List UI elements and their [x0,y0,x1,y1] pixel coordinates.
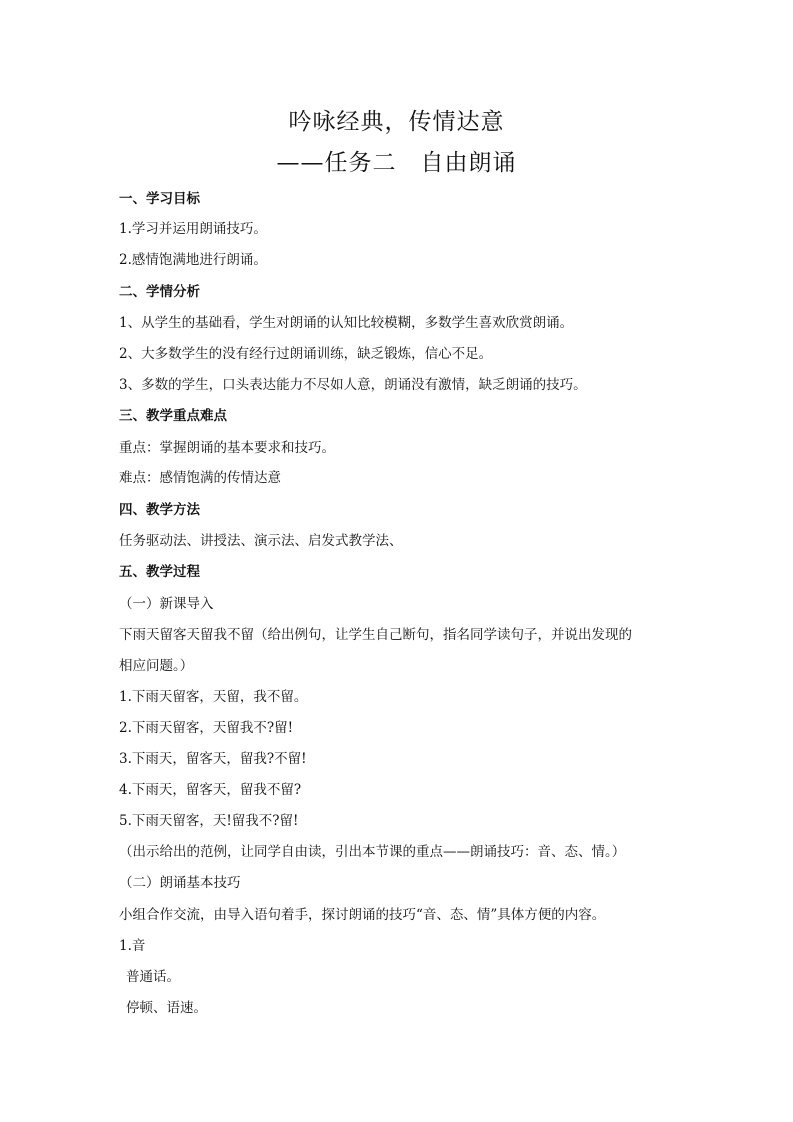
example-2: 2.下雨天留客，天留我不?留! [119,720,294,736]
goal-item-2: 2.感情饱满地进行朗诵。 [119,252,267,268]
analysis-item-3: 3、多数的学生，口头表达能力不尽如人意，朗诵没有激情，缺乏朗诵的技巧。 [119,377,587,393]
section-heading-goals: 一、学习目标 [119,191,200,207]
technique-sound: 1.音 [119,938,146,954]
section-heading-analysis: 二、学情分析 [119,284,200,300]
technique-sound-item-2: 停顿、语速。 [126,1000,207,1016]
section-heading-keypoints: 三、教学重点难点 [119,408,227,424]
document-title: 吟咏经典，传情达意 [288,109,505,135]
subsection-techniques: （二）朗诵基本技巧 [119,875,241,891]
subsection-intro: （一）新课导入 [119,596,214,612]
intro-text-line-2: 相应问题。） [119,658,194,674]
keypoint-difficulty: 难点：感情饱满的传情达意 [119,470,281,486]
analysis-item-1: 1、从学生的基础看，学生对朗诵的认知比较模糊，多数学生喜欢欣赏朗诵。 [119,315,574,331]
document-subtitle: ——任务二 自由朗诵 [276,150,517,176]
goal-item-1: 1.学习并运用朗诵技巧。 [119,221,267,237]
examples-note: （出示给出的范例，让同学自由读，引出本节课的重点——朗诵技巧：音、态、情。） [119,844,626,860]
example-5: 5.下雨天留客，天!留我不?留! [119,813,299,829]
intro-text-line-1: 下雨天留客天留我不留（给出例句，让学生自己断句，指名同学读句子，并说出发现的 [119,627,632,643]
example-4: 4.下雨天，留客天，留我不留? [119,782,302,798]
section-heading-process: 五、教学过程 [119,564,200,580]
analysis-item-2: 2、大多数学生的没有经行过朗诵训练，缺乏锻炼，信心不足。 [119,346,493,362]
methods-text: 任务驱动法、讲授法、演示法、启发式教学法、 [119,533,403,549]
technique-sound-item-1: 普通话。 [126,969,180,985]
keypoint-focus: 重点：掌握朗诵的基本要求和技巧。 [119,440,335,456]
example-3: 3.下雨天，留客天，留我?不留! [119,751,307,767]
techniques-text: 小组合作交流，由导入语句着手，探讨朗诵的技巧“音、态、情”具体方便的内容。 [119,907,606,923]
section-heading-methods: 四、教学方法 [119,502,200,518]
example-1: 1.下雨天留客，天留，我不留。 [119,689,308,705]
